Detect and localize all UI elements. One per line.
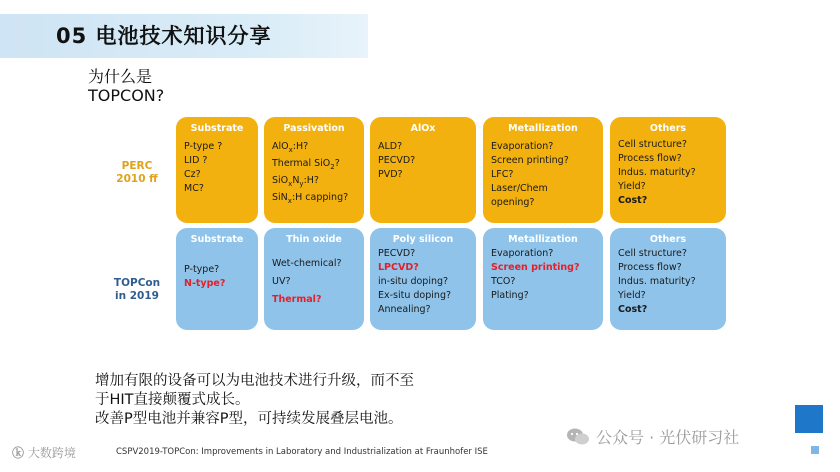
brand-logo <box>12 444 76 461</box>
card-item: Plating? <box>491 290 529 301</box>
decorative-square-small <box>811 446 819 454</box>
question-text <box>88 67 164 105</box>
card-item: opening? <box>491 197 535 208</box>
card-item: SiN$_x$:H capping? <box>272 191 349 205</box>
card-item: $SiO_xN_y:H$? <box>272 174 319 188</box>
topcon-metallization-card <box>483 228 603 330</box>
card-item: Yield? <box>618 290 646 301</box>
card-item: Thermal SiO$_2$? <box>272 157 340 171</box>
card-item: P-type ? <box>184 141 223 152</box>
perc-alox-card <box>370 117 476 223</box>
card-title: Substrate <box>190 123 244 134</box>
card-item: Annealing? <box>378 304 431 315</box>
card-item: Indus. maturity? <box>618 276 696 287</box>
topcon-others-card <box>610 228 726 330</box>
card-item: Cz? <box>184 169 201 180</box>
topcon-thin-oxide-card <box>264 228 364 330</box>
topcon-label-line-1: TOPCon <box>113 277 161 289</box>
perc-metallization-card <box>483 117 603 223</box>
card-item: Cell structure? <box>618 139 687 150</box>
card-item: ALD? <box>378 141 403 152</box>
card-item: Cost? <box>618 195 648 206</box>
conclusion-line-1: 增加有限的设备可以为电池技术进行升级，而不至 <box>95 373 414 389</box>
watermark-text: 公众号 · 光伏研习社 <box>596 428 740 447</box>
logo-mark-icon: ⓚ <box>12 446 25 460</box>
question-line-1: 为什么是 <box>88 67 153 86</box>
conclusion-line-3: 改善P型电池并兼容P型，可持续发展叠层电池。 <box>95 411 403 427</box>
card-title: Passivation <box>283 123 345 134</box>
card-item: Evaporation? <box>491 248 554 259</box>
card-title: Metallization <box>508 123 578 134</box>
card-title: Others <box>649 234 687 245</box>
card-item: TCO? <box>491 276 516 287</box>
perc-label-line-2: 2010 ff <box>116 173 158 185</box>
wechat-icon <box>566 428 590 446</box>
card-item: Cell structure? <box>618 248 687 259</box>
card-item: Screen printing? <box>491 155 569 166</box>
perc-label-line-1: PERC <box>121 160 153 172</box>
conclusion-line-2: 于HIT直接颠覆式成长。 <box>95 392 250 408</box>
card-title: Thin oxide <box>286 234 342 245</box>
card-item: Wet-chemical? <box>272 258 342 269</box>
card-item: Ex-situ doping? <box>378 290 452 301</box>
card-item: MC? <box>184 183 204 194</box>
topcon-label-line-2: in 2019 <box>115 290 159 302</box>
card-item: Process flow? <box>618 262 682 273</box>
card-item: LID ? <box>184 155 208 166</box>
card-item-highlight: Screen printing? <box>491 262 580 273</box>
card-item: Laser/Chem <box>491 183 548 194</box>
topcon-row-label <box>92 277 182 303</box>
card-title: Substrate <box>190 234 244 245</box>
card-item: UV? <box>272 276 291 287</box>
card-item: PECVD? <box>378 248 416 259</box>
question-line-2: TOPCON? <box>88 86 165 105</box>
topcon-substrate-card <box>176 228 258 330</box>
card-item: in-situ doping? <box>378 276 449 287</box>
card-item-highlight: LPCVD? <box>378 262 419 273</box>
conclusion-text <box>95 372 414 429</box>
card-item: Process flow? <box>618 153 682 164</box>
perc-others-card <box>610 117 726 223</box>
perc-passivation-card <box>264 117 364 223</box>
card-title: Poly silicon <box>392 234 454 245</box>
decorative-square <box>795 405 823 433</box>
card-item: Evaporation? <box>491 141 554 152</box>
card-item: Indus. maturity? <box>618 167 696 178</box>
card-item: PECVD? <box>378 155 416 166</box>
perc-row-label <box>92 160 182 186</box>
card-item-highlight: Thermal? <box>272 294 322 305</box>
card-item: Yield? <box>618 181 646 192</box>
logo-text: 大数跨境 <box>27 446 76 460</box>
slide-title: 05 电池技术知识分享 <box>56 24 272 48</box>
card-item: Cost? <box>618 304 648 315</box>
topcon-poly-silicon-card <box>370 228 476 330</box>
card-title: AlOx <box>410 123 436 134</box>
card-title: Metallization <box>508 234 578 245</box>
card-item: LFC? <box>491 169 514 180</box>
card-item: P-type? <box>184 264 220 275</box>
card-item: AlO$_x$:H? <box>272 141 309 154</box>
card-item-highlight: N-type? <box>184 278 226 289</box>
card-item: PVD? <box>378 169 403 180</box>
perc-substrate-card <box>176 117 258 223</box>
card-title: Others <box>649 123 687 134</box>
source-citation: CSPV2019-TOPCon: Improvements in Laboratory and Industrialization at Fraunhofer ISE <box>116 447 488 457</box>
wechat-watermark <box>566 425 739 448</box>
